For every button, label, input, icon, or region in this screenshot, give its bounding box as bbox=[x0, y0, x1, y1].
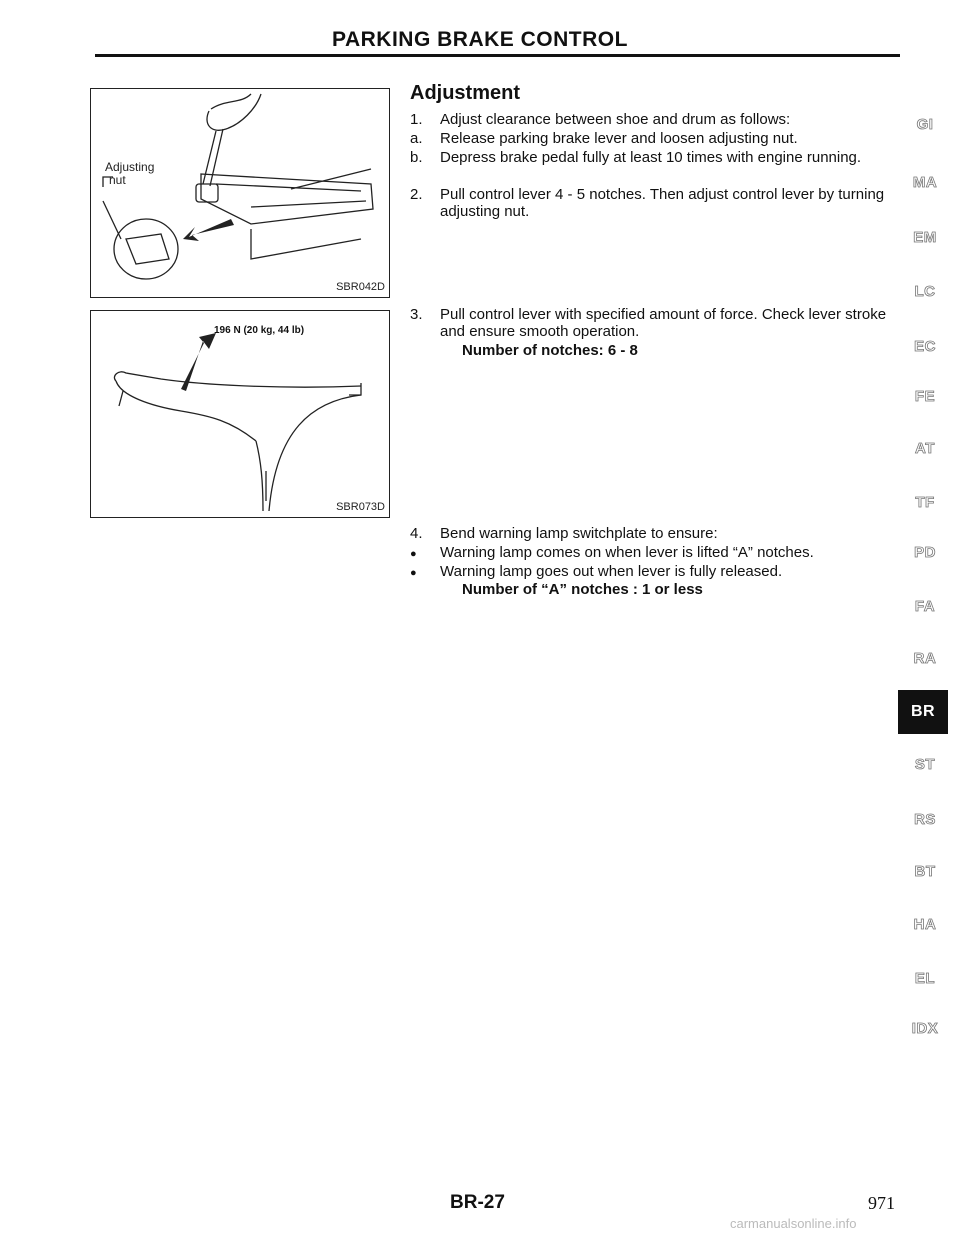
step-text: Adjust clearance between shoe and drum as follows: bbox=[440, 111, 791, 128]
bullet-text: Warning lamp comes on when lever is lifted “A” notches. bbox=[440, 544, 814, 561]
step-marker: 3. bbox=[410, 306, 423, 323]
step-marker: a. bbox=[410, 130, 423, 147]
tab-ha[interactable]: HA bbox=[913, 916, 937, 933]
page-number: 971 bbox=[868, 1193, 895, 1213]
step-text: Pull control lever 4 - 5 notches. Then adjust control lever by turning adjusting nut. bbox=[440, 186, 885, 220]
step-text: Pull control lever with specified amount of force. Check lever stroke and ensure smooth operation. bbox=[440, 306, 887, 340]
figure-adjusting-nut-label bbox=[105, 161, 154, 187]
page-title: PARKING BRAKE CONTROL bbox=[332, 28, 628, 51]
figure-code: SBR073D bbox=[336, 501, 385, 513]
header-rule bbox=[95, 54, 900, 57]
step-marker: b. bbox=[410, 149, 423, 166]
tab-lc[interactable]: LC bbox=[914, 283, 936, 300]
step-marker: 1. bbox=[410, 111, 423, 128]
step-text: Release parking brake lever and loosen adjusting nut. bbox=[440, 130, 798, 147]
tab-pd[interactable]: PD bbox=[914, 544, 936, 561]
tab-ma[interactable]: MA bbox=[912, 174, 938, 191]
tab-idx[interactable]: IDX bbox=[911, 1020, 939, 1037]
tab-el[interactable]: EL bbox=[914, 970, 936, 987]
figure-lever-force-drawing bbox=[91, 311, 389, 517]
figure-adjusting-nut-drawing bbox=[91, 89, 389, 297]
label-line-1: Adjusting bbox=[105, 160, 155, 174]
label-line-2: nut bbox=[109, 173, 126, 187]
step-text: Depress brake pedal fully at least 10 times with engine running. bbox=[440, 149, 862, 166]
tab-em[interactable]: EM bbox=[913, 229, 937, 246]
bullet-text: Warning lamp goes out when lever is fully released. bbox=[440, 563, 783, 580]
step-3-spec: Number of notches: 6 - 8 bbox=[462, 342, 638, 359]
section-heading: Adjustment bbox=[410, 82, 520, 104]
tab-ra[interactable]: RA bbox=[913, 650, 937, 667]
force-value: 196 N (20 kg, 44 lb) bbox=[214, 325, 305, 336]
step-marker: 2. bbox=[410, 186, 423, 203]
step-marker: 4. bbox=[410, 525, 423, 542]
tab-fa[interactable]: FA bbox=[914, 598, 936, 615]
tab-tf[interactable]: TF bbox=[915, 494, 935, 511]
bullet-2-spec: Number of “A” notches : 1 or less bbox=[462, 581, 703, 598]
figure-adjusting-nut bbox=[90, 88, 390, 298]
bullet-marker: ● bbox=[410, 567, 417, 579]
page-code: BR-27 bbox=[450, 1192, 505, 1213]
step-text: Bend warning lamp switchplate to ensure: bbox=[440, 525, 718, 542]
tab-br[interactable]: BR bbox=[898, 690, 948, 734]
tab-fe[interactable]: FE bbox=[914, 388, 936, 405]
tab-gi[interactable]: GI bbox=[916, 116, 934, 133]
bullet-marker: ● bbox=[410, 548, 417, 560]
tab-bt[interactable]: BT bbox=[914, 863, 936, 880]
tab-rs[interactable]: RS bbox=[914, 811, 936, 828]
watermark: carmanualsonline.info bbox=[730, 1216, 857, 1231]
tab-ec[interactable]: EC bbox=[914, 338, 936, 355]
tab-st[interactable]: ST bbox=[914, 756, 936, 773]
figure-lever-force bbox=[90, 310, 390, 518]
tab-at[interactable]: AT bbox=[915, 440, 935, 457]
figure-code: SBR042D bbox=[336, 281, 385, 293]
